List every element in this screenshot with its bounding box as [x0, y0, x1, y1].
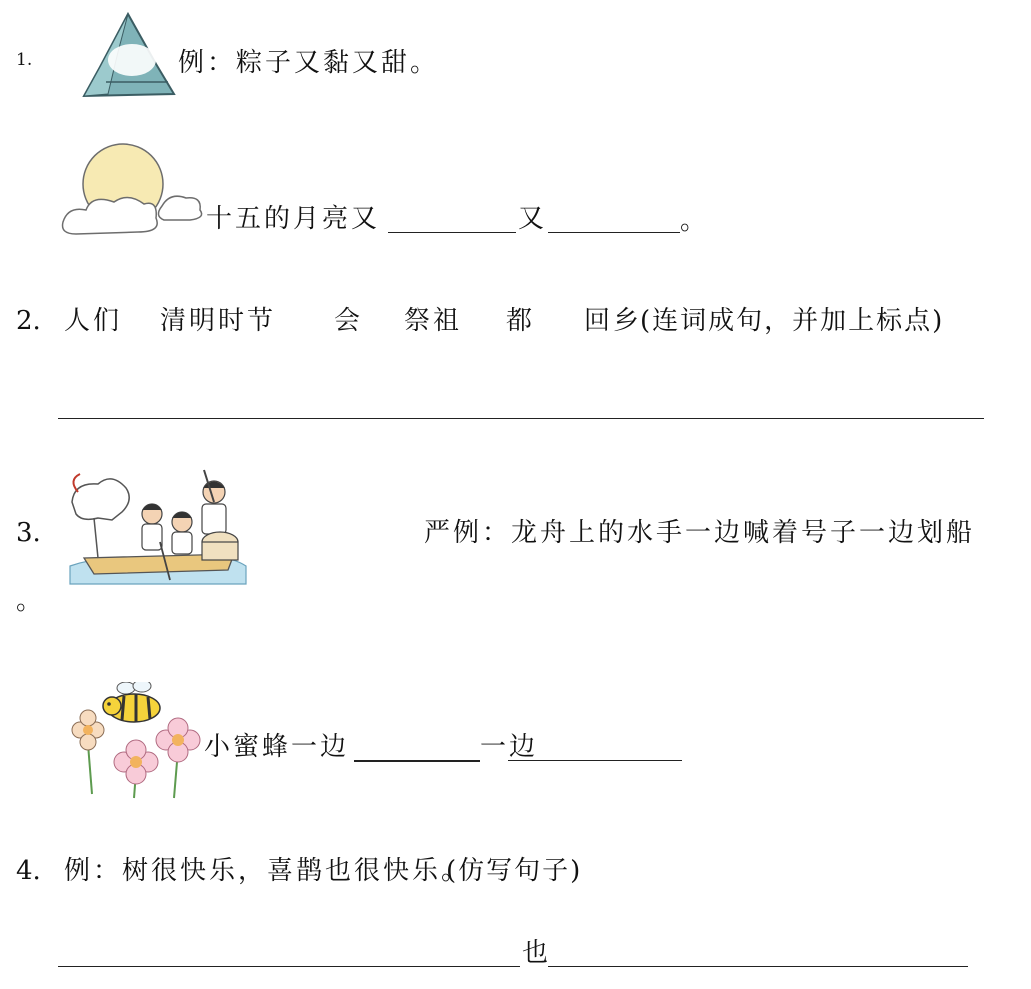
question-3-trailing-mark: 。	[16, 586, 46, 616]
question-2-instruction: (连词成句，并加上标点)	[640, 306, 945, 336]
question-3-prompt-part1: 小蜜蜂一边	[204, 732, 350, 762]
question-1-period: 。	[680, 206, 710, 236]
word-card-3: 会	[334, 306, 364, 336]
question-1-prompt-part2: 又	[518, 204, 548, 234]
answer-blank-3b[interactable]	[508, 760, 682, 761]
question-1-number: 1.	[16, 50, 33, 70]
answer-blank-4a[interactable]	[58, 966, 520, 967]
dragon-boat-icon	[64, 462, 250, 588]
answer-blank-1b[interactable]	[548, 232, 680, 233]
answer-blank-1a[interactable]	[388, 232, 516, 233]
question-1-prompt-part1: 十五的月亮又	[206, 204, 381, 234]
moon-icon	[58, 140, 208, 240]
word-card-5: 都	[506, 306, 536, 336]
question-2-number: 2.	[16, 306, 41, 336]
word-card-1: 人们	[64, 306, 123, 336]
question-3-prompt-part2: 一边	[480, 732, 539, 762]
bee-flowers-icon	[64, 682, 204, 802]
answer-blank-4b[interactable]	[548, 966, 968, 967]
answer-blank-3a[interactable]	[354, 760, 480, 762]
question-3-number: 3.	[16, 518, 41, 548]
question-4-instruction: (仿写句子)	[446, 856, 583, 886]
word-card-4: 祭祖	[404, 306, 463, 336]
question-4-example: 例：树很快乐，喜鹊也很快乐。	[64, 856, 471, 886]
question-1-example: 例：粽子又黏又甜。	[178, 48, 440, 78]
question-3-example: 严例：龙舟上的水手一边喊着号子一边划船	[424, 518, 976, 548]
answer-line-2[interactable]	[58, 418, 984, 419]
word-card-6: 回乡	[584, 306, 643, 336]
word-card-2: 清明时节	[160, 306, 277, 336]
zongzi-icon	[78, 12, 178, 102]
question-4-connector: 也	[522, 938, 552, 968]
question-4-number: 4.	[16, 856, 41, 886]
